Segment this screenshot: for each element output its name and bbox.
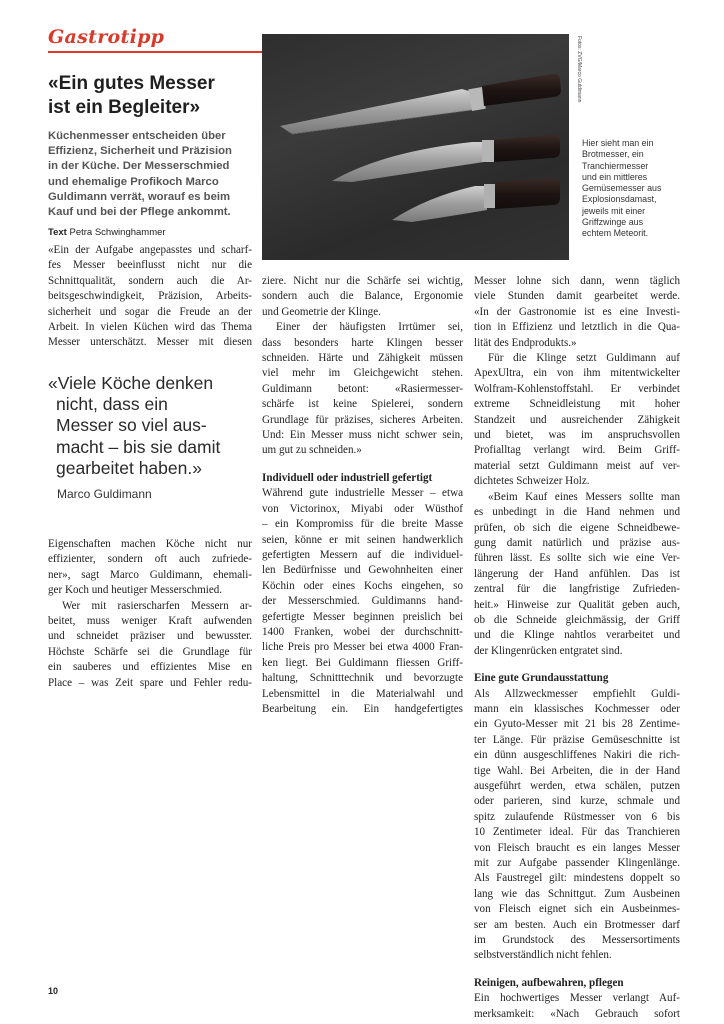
body-line: ApexUltra, ein von ihm mitentwickelter (474, 367, 680, 380)
body-line: haltung, Schnitttechnik und bevorzugte (262, 672, 463, 685)
article-title (48, 72, 263, 120)
kicker-rule (48, 51, 266, 53)
body-line: längerung der Hand anfühlen. Das ist (474, 567, 680, 580)
caption-line: und ein mittleres (582, 171, 648, 182)
body-line: von Victorinox, Miyabi oder Wüsthof (262, 502, 463, 515)
body-line: gefertigte Messer beginnen preislich bei (262, 610, 463, 623)
body-line: Einer der häufigsten Irrtümer sei, (276, 321, 463, 334)
quote-line: «Viele Köche denken (48, 373, 214, 393)
body-line: ner», sagt Marco Guldimann, ehemali- (48, 568, 252, 581)
body-line: Für die Klinge setzt Guldimann auf (488, 352, 680, 365)
page-number: 10 (48, 986, 59, 996)
quote-line: Messer so viel aus- (56, 415, 207, 436)
body-line: lität des Endprodukts.» (474, 336, 577, 349)
subheading: Eine gute Grundausstattung (474, 672, 609, 685)
body-line: und Geometrie der Klinge. (262, 305, 381, 318)
body-line: Lebensmittel in die Materialwahl und (262, 687, 463, 700)
quote-line: gearbeitet haben.» (56, 457, 202, 478)
body-line: Eigenschaften machen Köche nicht nur (48, 538, 252, 550)
body-line: «Beim Kauf eines Messers sollte man (488, 490, 680, 503)
vegetable-knife (392, 178, 560, 222)
photo-credit (572, 36, 584, 126)
quote-author: Marco Guldimann (57, 487, 152, 501)
knives-illustration (262, 34, 569, 260)
body-line: zentral für die langfristige Zufrieden- (474, 583, 680, 596)
body-line: – ein Kompromiss für die breite Masse (262, 518, 463, 531)
body-line: beitet, muss weniger Kraft aufwenden (48, 615, 252, 628)
body-line: effizienter, sondern oft auch zufriede- (48, 553, 252, 566)
body-line: schneiden. Härte und Zähigkeit müssen (262, 352, 463, 365)
body-line: gung damit natürlich und präzise aus- (474, 536, 680, 549)
body-line: merksamkeit: «Nach Gebrauch sofort (474, 1007, 680, 1020)
byline-author: Petra Schwinghammer (69, 227, 166, 238)
body-line: und schneidet präziser und bewusster. (48, 630, 252, 643)
body-line: Während gute industrielle Messer – etwa (262, 487, 463, 500)
body-line: len Bedürfnisse und Gewohnheiten einer (262, 564, 463, 577)
pull-quote (48, 373, 260, 479)
body-line: mann ein klassisches Kochmesser oder (474, 702, 680, 715)
body-line: Standzeit und ausreichender Zähigkeit (474, 413, 680, 426)
body-line: im Grundstock des Messersortiments (474, 934, 680, 947)
subheading: Reinigen, aufbewahren, pflegen (474, 976, 624, 989)
body-column-1-bottom (48, 537, 252, 691)
body-line: Wolfram-Kohlenstoffstahl. Er verbindet (474, 382, 680, 395)
caption-line: echtem Meteorit. (582, 228, 649, 239)
body-line: ziere. Nicht nur die Schärfe sei wichtig, (262, 275, 463, 287)
article-lead (48, 129, 264, 220)
body-line: dichtetes Schweizer Holz. (474, 475, 590, 488)
body-line: schärfe ist keine Spielerei, sondern (262, 398, 463, 411)
body-line: führen lässt. Es sollte sich wie eine Ver- (474, 552, 680, 565)
body-line: material setzt Guldimann meist auf ver- (474, 459, 680, 472)
body-line: ein Gyuto-Messer mit 21 bis 28 Zentime- (474, 718, 680, 731)
bread-knife (280, 74, 561, 134)
caption-line: Tranchiermesser (582, 160, 649, 171)
section-kicker: Gastrotipp (48, 26, 165, 48)
body-line: extreme Schneidleistung mit hoher (474, 398, 680, 411)
caption-line: Hier sieht man ein (582, 138, 654, 148)
body-line: viele Stunden damit gearbeitet werde. (474, 290, 680, 303)
body-line: sondern auch die Balance, Ergonomie (262, 290, 463, 303)
body-line: viel mehr im Gleichgewicht stehen. (262, 367, 463, 380)
carving-knife (332, 135, 560, 182)
body-line: tion in Effizienz und letztlich in die Qua- (474, 321, 680, 334)
body-line: ob die Schneide gleichmässig, der Griff (474, 613, 680, 626)
body-line: Höchste Schärfe sei die Grundlage für (48, 645, 252, 658)
byline-label: Text (48, 227, 67, 238)
body-line: beitsgeschwindigkeit, Präzision, Arbeits- (48, 290, 252, 303)
caption-line: Brotmesser, ein (582, 149, 644, 160)
body-line: Messer lohne sich dann, wenn täglich (474, 275, 680, 287)
body-line: Als Faustregel gilt: mindestens doppelt so (474, 872, 680, 885)
body-column-2 (262, 274, 463, 717)
body-column-3 (474, 274, 680, 1022)
body-line: Profialltag verlangt wird. Beim Griff- (474, 444, 680, 457)
caption-line: Explosionsdamast, (582, 194, 657, 205)
body-line: von Fleisch eignet sich ein Ausbeinmes- (474, 903, 680, 916)
body-line: Bearbeitung ein. Ein handgefertigtes (262, 702, 463, 715)
body-line: 10 Zentimeter ideal. Für das Tranchieren (474, 826, 680, 839)
body-line: «In der Gastronomie ist es eine Investi- (474, 305, 680, 318)
body-line: ser am besten. Auch ein Brotmesser darf (474, 918, 680, 931)
body-line: ausgeführt werden, etwa schälen, putzen (474, 780, 680, 792)
lead-line: Kauf und bei der Pflege ankommt. (48, 206, 231, 219)
title-line: «Ein gutes Messer (48, 73, 215, 94)
photo-credit-text: Fotos: ZVG/Marco Guldimann (576, 36, 582, 103)
body-line: Schnittqualität, sondern auch die Ar- (48, 274, 252, 287)
body-line: sicherheit und sogar die Freude an der (48, 305, 252, 318)
body-line: Und: Ein Messer muss nicht schwer sein, (262, 429, 463, 442)
body-line: der Klingenrücken entgratet sind. (474, 644, 623, 657)
body-column-1-top (48, 243, 252, 351)
body-line: ter Länge. Für präzise Gemüseschnitte ist (474, 733, 680, 746)
body-line: prüfen, ob sich die eigene Schneidbewe- (474, 521, 680, 534)
body-line: 1400 Franken, wobei der durchschnitt- (262, 625, 463, 638)
body-line: fes Messer beeinflusst nicht nur die (48, 259, 252, 272)
body-line: ger Koch und heutiger Messerschmied. (48, 584, 223, 597)
body-line: der Messerschmied. Guldimanns hand- (262, 595, 463, 608)
body-line: um gut zu schneiden.» (262, 444, 362, 457)
body-line: es unbedingt in die Hand nehmen und (474, 506, 680, 519)
body-line: oder parieren, sind kurze, schmale und (474, 795, 680, 808)
body-line: gefertigten Messern auf die individuel- (262, 548, 463, 561)
photo-caption (582, 138, 712, 240)
body-line: und bietet, was im anspruchsvollen (474, 429, 680, 442)
body-line: heit.» Hinweise zur Qualität geben auch, (474, 598, 680, 611)
body-line: spitz zulaufende Rüstmesser von 6 bis (474, 810, 680, 823)
quote-line: nicht, dass ein (56, 394, 168, 415)
body-line: Grundlage für präzises, sicheres Arbeiten. (262, 413, 463, 426)
body-line: liche Preis pro Messer bei etwa 4000 Fran- (262, 641, 463, 654)
body-line: mit zur Aufgabe passender Klingenlänge. (474, 857, 680, 870)
body-line: seien, könne er mit seinen handwerklich (262, 533, 463, 546)
body-line: Köchin oder eines Kochs eingehen, so (262, 579, 463, 592)
lead-line: und ehemalige Profikoch Marco (48, 175, 219, 188)
lead-line: Küchenmesser entscheiden über (48, 130, 226, 142)
body-line: ein sauberes und effizientes Mise en (48, 661, 252, 674)
body-line: Place – was Zeit spare und Fehler redu- (48, 676, 252, 689)
body-line: lang wie das Schnittgut. Zum Ausbeinen (474, 887, 680, 900)
knives-photo (262, 34, 569, 260)
quote-line: macht – bis sie damit (56, 436, 221, 457)
body-line: dass besonders harte Klingen besser (262, 336, 463, 349)
lead-line: Effizienz, Sicherheit und Präzision (48, 145, 232, 158)
body-line: Arbeit. In vielen Küchen wird das Thema (48, 321, 252, 334)
title-line: ist ein Begleiter» (48, 97, 201, 118)
lead-line: Guldimann verrät, worauf es beim (48, 190, 231, 203)
caption-line: Griffzwinge aus (582, 217, 644, 228)
body-line: selbstverständlich nicht fehlen. (474, 949, 612, 962)
body-line: von Fleisch braucht es ein langes Messer (474, 841, 680, 854)
body-line: Guldimann betont: «Rasiermesser- (262, 382, 463, 395)
caption-line: jeweils mit einer (582, 205, 646, 216)
lead-line: in der Küche. Der Messerschmied (48, 160, 230, 173)
body-line: «Ein der Aufgabe angepasstes und scharf- (48, 244, 252, 256)
body-line: tige Wahl. Bei Arbeiten, die in der Hand (474, 764, 680, 777)
subheading: Individuell oder industriell gefertigt (262, 471, 433, 484)
byline (48, 227, 166, 238)
body-line: ken liegt. Bei Guldimann fliessen Griff- (262, 656, 463, 669)
body-line: Wer mit rasierscharfen Messern ar- (62, 599, 252, 612)
body-line: Messer unterschätzt. Messer mit diesen (48, 336, 252, 349)
body-line: Als Allzweckmesser empfiehlt Guldi- (474, 687, 680, 700)
caption-line: Gemüsemesser aus (582, 183, 662, 194)
body-line: ein dünn ausgeschliffenes Nakiri die rich- (474, 749, 680, 762)
body-line: und die Klinge nahtlos verarbeitet und (474, 629, 680, 642)
body-line: Ein hochwertiges Messer verlangt Auf- (474, 992, 680, 1005)
